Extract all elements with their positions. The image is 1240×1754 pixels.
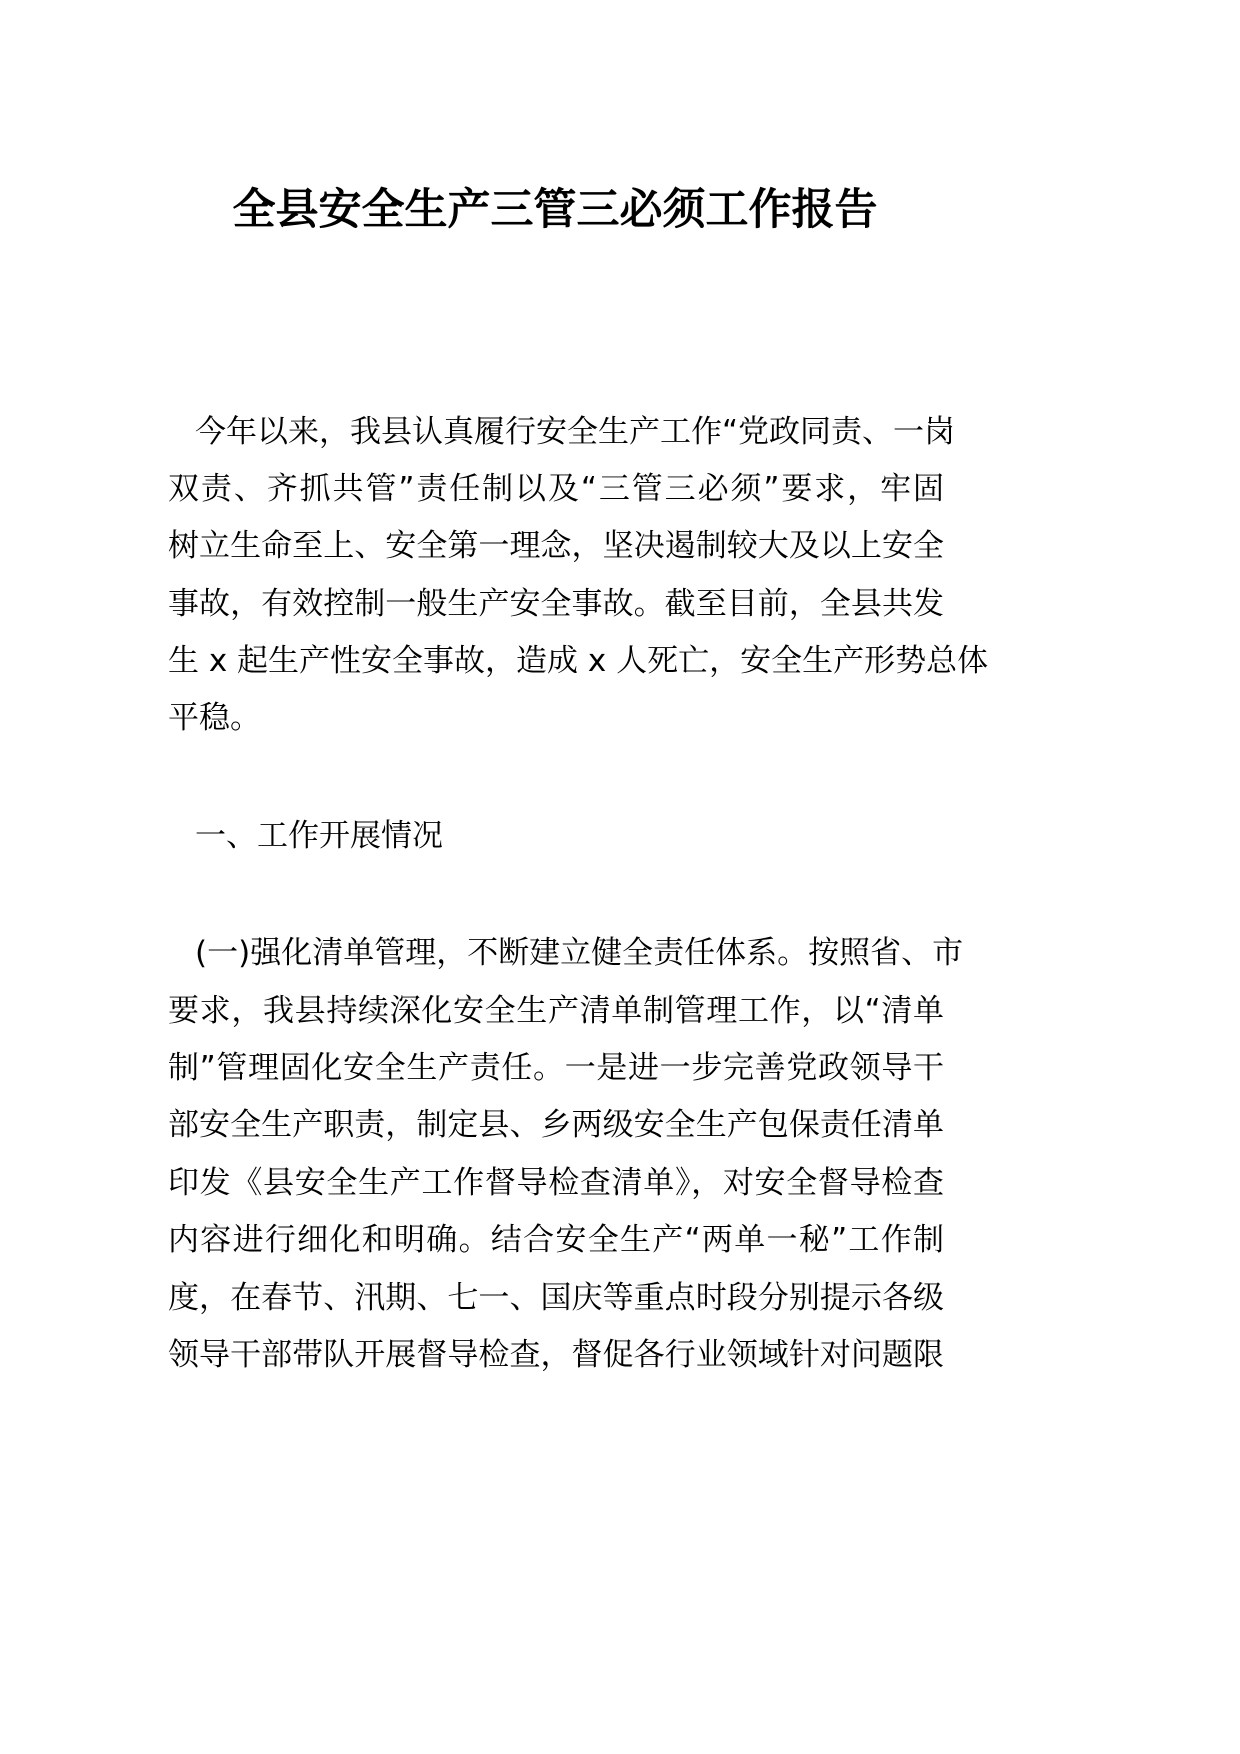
paragraph-line: 生 x 起生产性安全事故，造成 x 人死亡，安全生产形势总体: [168, 643, 989, 679]
paragraph-line: 领导干部带队开展督导检查，督促各行业领域针对问题限: [168, 1337, 944, 1373]
paragraph-line: (一)强化清单管理，不断建立健全责任体系。按照省、市: [195, 935, 964, 971]
document-title: 全县安全生产三管三必须工作报告: [232, 185, 878, 235]
paragraph-line: 度，在春节、汛期、七一、国庆等重点时段分别提示各级: [168, 1280, 944, 1316]
paragraph-line: 部安全生产职责，制定县、乡两级安全生产包保责任清单: [168, 1107, 944, 1143]
paragraph-line: 双责、齐抓共管”责任制以及“三管三必须”要求，牢固: [168, 471, 944, 507]
paragraph-line: 树立生命至上、安全第一理念，坚决遏制较大及以上安全: [168, 528, 944, 564]
paragraph-line: 制”管理固化安全生产责任。一是进一步完善党政领导干: [168, 1050, 944, 1086]
section-heading: 一、工作开展情况: [195, 818, 443, 854]
paragraph-line: 平稳。: [168, 700, 261, 736]
paragraph-line: 印发《县安全生产工作督导检查清单》，对安全督导检查: [168, 1165, 944, 1201]
paragraph-line: 要求，我县持续深化安全生产清单制管理工作，以“清单: [168, 993, 944, 1029]
paragraph-line: 内容进行细化和明确。结合安全生产“两单一秘”工作制: [168, 1222, 944, 1258]
paragraph-line: 事故，有效控制一般生产安全事故。截至目前，全县共发: [168, 586, 944, 622]
paragraph-line: 今年以来，我县认真履行安全生产工作“党政同责、一岗: [195, 414, 956, 450]
